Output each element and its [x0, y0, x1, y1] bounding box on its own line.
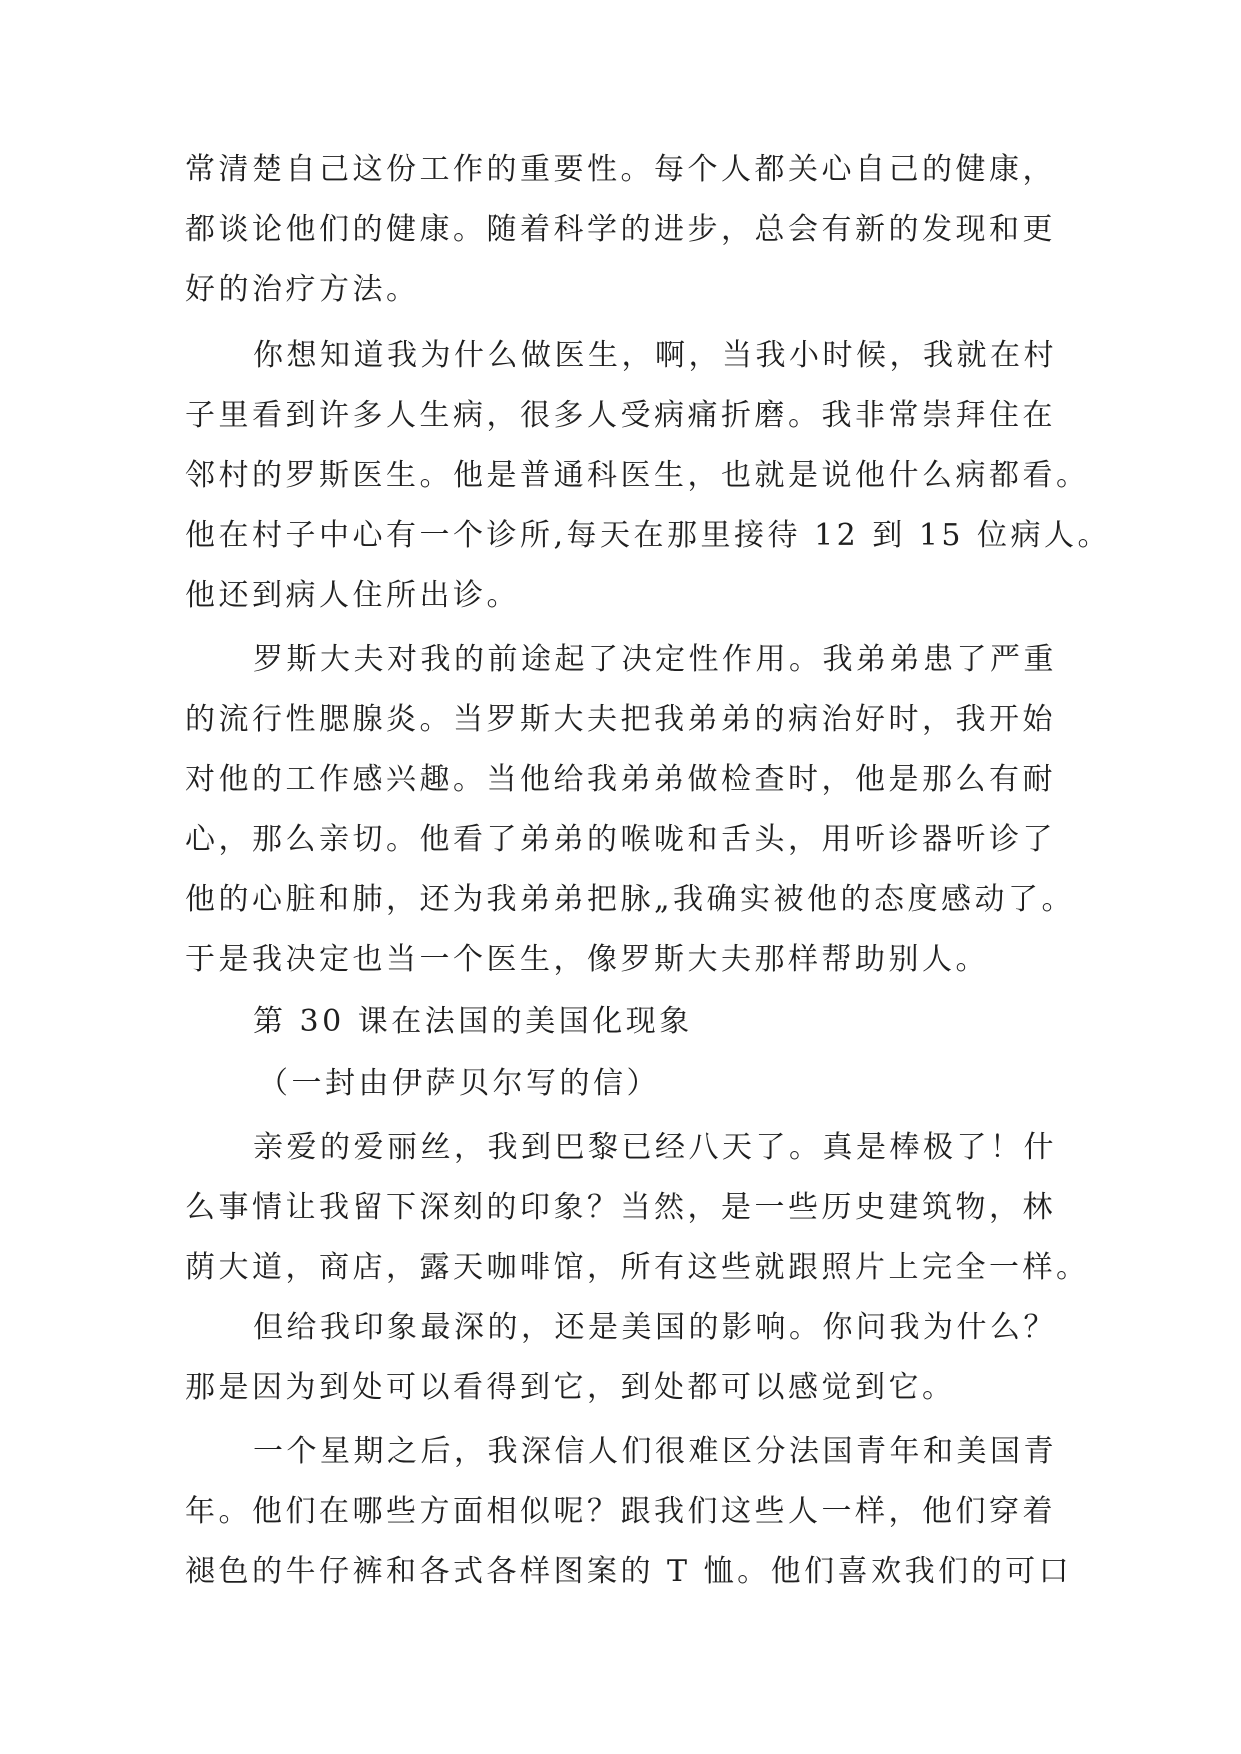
- letter-subtitle: （一封由伊萨贝尔写的信）: [258, 1066, 660, 1101]
- text-line: 年。他们在哪些方面相似呢？跟我们这些人一样，他们穿着: [185, 1494, 1056, 1529]
- text-line: 亲爱的爱丽丝，我到巴黎已经八天了。真是棒极了！什: [253, 1130, 1057, 1165]
- section-heading: 第 30 课在法国的美国化现象: [253, 1004, 693, 1039]
- text-line: 那是因为到处可以看得到它，到处都可以感觉到它。: [185, 1370, 956, 1405]
- text-line: 他在村子中心有一个诊所,每天在那里接待 12 到 15 位病人。: [185, 518, 1112, 553]
- text-line: 褪色的牛仔裤和各式各样图案的 T 恤。他们喜欢我们的可口: [185, 1554, 1073, 1589]
- text-line: 对他的工作感兴趣。当他给我弟弟做检查时，他是那么有耐: [185, 762, 1056, 797]
- text-line: 心，那么亲切。他看了弟弟的喉咙和舌头，用听诊器听诊了: [185, 822, 1056, 857]
- text-line: 都谈论他们的健康。随着科学的进步，总会有新的发现和更: [185, 212, 1056, 247]
- text-line: 罗斯大夫对我的前途起了决定性作用。我弟弟患了严重: [253, 642, 1057, 677]
- text-line: 一个星期之后，我深信人们很难区分法国青年和美国青: [253, 1434, 1057, 1469]
- text-line: 但给我印象最深的，还是美国的影响。你问我为什么？: [253, 1310, 1057, 1345]
- text-line: 荫大道，商店，露天咖啡馆，所有这些就跟照片上完全一样。: [185, 1250, 1090, 1285]
- text-line: 他还到病人住所出诊。: [185, 578, 520, 613]
- text-line: 么事情让我留下深刻的印象？当然，是一些历史建筑物，林: [185, 1190, 1056, 1225]
- text-line: 好的治疗方法。: [185, 272, 420, 307]
- text-line: 于是我决定也当一个医生，像罗斯大夫那样帮助别人。: [185, 942, 989, 977]
- text-line: 你想知道我为什么做医生，啊，当我小时候，我就在村: [253, 338, 1057, 373]
- text-line: 的流行性腮腺炎。当罗斯大夫把我弟弟的病治好时，我开始: [185, 702, 1056, 737]
- text-line: 常清楚自己这份工作的重要性。每个人都关心自己的健康，: [185, 152, 1056, 187]
- text-line: 邻村的罗斯医生。他是普通科医生，也就是说他什么病都看。: [185, 458, 1090, 493]
- text-line: 子里看到许多人生病，很多人受病痛折磨。我非常崇拜住在: [185, 398, 1056, 433]
- text-line: 他的心脏和肺，还为我弟弟把脉„我确实被他的态度感动了。: [185, 882, 1076, 917]
